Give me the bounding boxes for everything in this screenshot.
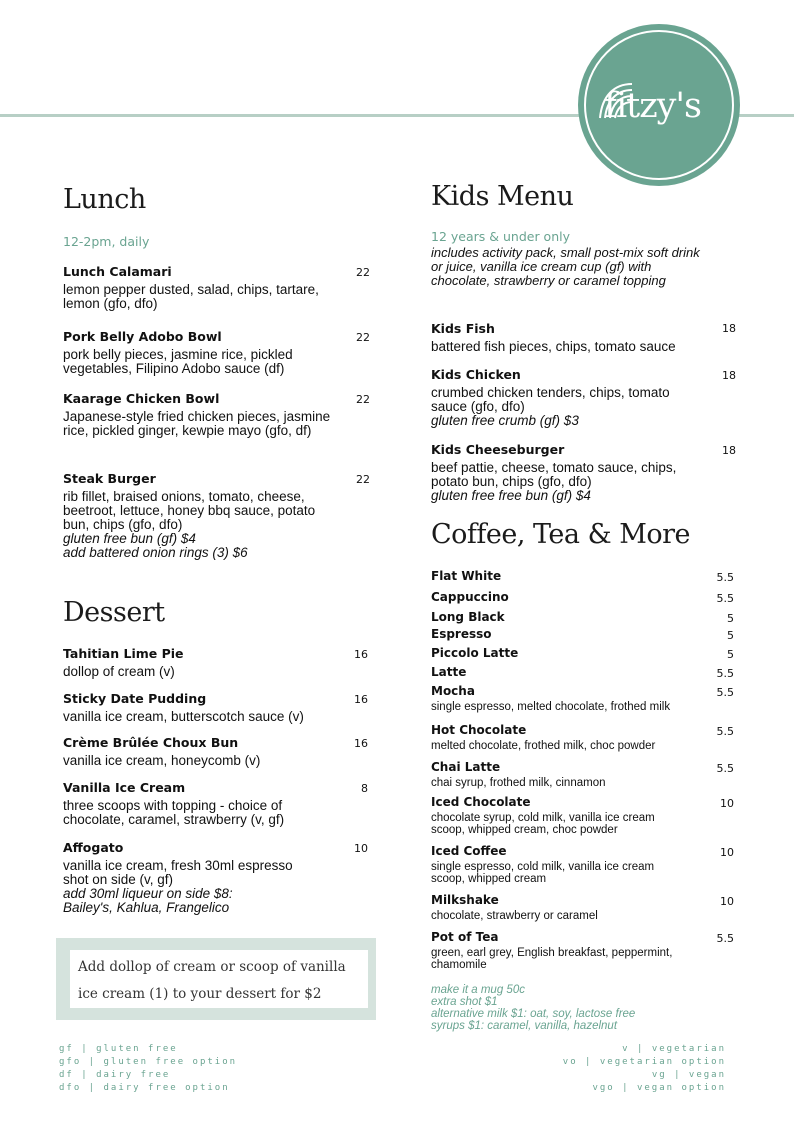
item-description: rib fillet, braised onions, tomato, cheese, beetroot, lettuce, honey bbq sauce, potato bun, chips (gfo, dfo) xyxy=(63,489,316,532)
item-name: Kids Cheeseburger xyxy=(431,442,565,457)
drink-item xyxy=(431,684,701,713)
item-name: Hot Chocolate xyxy=(431,723,527,737)
lunch-title: Lunch xyxy=(63,184,146,215)
item-price: 5.5 xyxy=(716,686,734,699)
item-price: 5.5 xyxy=(716,592,734,605)
item-price: 5.5 xyxy=(716,932,734,945)
item-name: Kids Chicken xyxy=(431,367,521,382)
item-description: dollop of cream (v) xyxy=(63,664,175,679)
menu-item xyxy=(431,442,701,503)
item-description: green, earl grey, English breakfast, peppermint, chamomile xyxy=(431,947,673,971)
extra-line: syrups $1: caramel, vanilla, hazelnut xyxy=(431,1020,618,1032)
item-name: Iced Chocolate xyxy=(431,795,531,809)
kids-title: Kids Menu xyxy=(431,181,574,212)
item-description: battered fish pieces, chips, tomato sauce xyxy=(431,339,676,354)
item-price: 16 xyxy=(354,648,368,661)
item-price: 10 xyxy=(720,895,734,908)
item-description: chocolate syrup, cold milk, vanilla ice cream scoop, whipped cream, choc powder xyxy=(431,812,655,836)
item-name: Chai Latte xyxy=(431,760,501,774)
item-description: pork belly pieces, jasmine rice, pickled vegetables, Filipino Adobo sauce (df) xyxy=(63,347,293,376)
menu-item xyxy=(63,780,313,827)
item-description: beef pattie, cheese, tomato sauce, chips, potato bun, chips (gfo, dfo) xyxy=(431,460,677,489)
item-price: 8 xyxy=(361,782,368,795)
dietary-legend-right xyxy=(520,1043,726,1095)
item-name: Tahitian Lime Pie xyxy=(63,646,184,661)
item-price: 22 xyxy=(356,266,370,279)
item-name: Crème Brûlée Choux Bun xyxy=(63,735,239,750)
legend-entry: df | dairy free xyxy=(59,1070,171,1080)
item-name: Vanilla Ice Cream xyxy=(63,780,186,795)
item-description: lemon pepper dusted, salad, chips, tartare, lemon (gfo, dfo) xyxy=(63,282,319,311)
item-name: Pot of Tea xyxy=(431,930,499,944)
menu-item xyxy=(63,391,333,438)
item-description: chocolate, strawberry or caramel xyxy=(431,910,598,922)
item-name: Iced Coffee xyxy=(431,844,507,858)
item-name: Mocha xyxy=(431,684,475,698)
extra-line: extra shot $1 xyxy=(431,996,498,1008)
item-description: single espresso, melted chocolate, frothed milk xyxy=(431,701,671,713)
item-price: 22 xyxy=(356,331,370,344)
coffee-title: Coffee, Tea & More xyxy=(431,519,690,550)
item-variant: gluten free bun (gf) $4 xyxy=(63,531,196,546)
item-name: Lunch Calamari xyxy=(63,264,172,279)
drink-item xyxy=(431,844,681,885)
drink-item xyxy=(431,590,509,604)
item-price: 18 xyxy=(722,322,736,335)
item-description: Japanese-style fried chicken pieces, jasmine rice, pickled ginger, kewpie mayo (gfo, df) xyxy=(63,409,331,438)
item-description: vanilla ice cream, honeycomb (v) xyxy=(63,753,261,768)
brand-name: fitzy's xyxy=(604,86,702,126)
drink-item xyxy=(431,760,701,789)
menu-item xyxy=(63,264,333,311)
legend-entry: v | vegetarian xyxy=(622,1044,726,1054)
item-price: 5 xyxy=(727,648,734,661)
item-price: 22 xyxy=(356,393,370,406)
legend-entry: gfo | gluten free option xyxy=(59,1057,238,1067)
drink-item xyxy=(431,646,518,660)
item-description: three scoops with topping - choice of chocolate, caramel, strawberry (v, gf) xyxy=(63,798,285,827)
item-name: Pork Belly Adobo Bowl xyxy=(63,329,222,344)
menu-item xyxy=(63,329,333,376)
menu-item xyxy=(63,646,333,679)
brand-logo xyxy=(578,24,740,186)
item-name: Espresso xyxy=(431,627,492,641)
drink-item xyxy=(431,723,701,752)
menu-item xyxy=(431,367,691,428)
item-name: Long Black xyxy=(431,610,505,624)
item-name: Flat White xyxy=(431,569,502,583)
extra-line: make it a mug 50c xyxy=(431,984,525,996)
item-name: Sticky Date Pudding xyxy=(63,691,207,706)
menu-item xyxy=(431,321,711,354)
legend-entry: dfo | dairy free option xyxy=(59,1083,230,1093)
item-variant: gluten free free bun (gf) $4 xyxy=(431,488,591,503)
item-description: melted chocolate, frothed milk, choc powder xyxy=(431,740,656,752)
kids-age-note: 12 years & under only xyxy=(431,229,570,244)
drink-item xyxy=(431,627,492,641)
item-name: Kaarage Chicken Bowl xyxy=(63,391,220,406)
menu-item xyxy=(63,471,335,560)
item-variant: gluten free crumb (gf) $3 xyxy=(431,413,579,428)
dessert-note-box xyxy=(56,938,376,1020)
item-variant: add 30ml liqueur on side $8: xyxy=(63,886,233,901)
dessert-title: Dessert xyxy=(63,597,165,628)
item-price: 5 xyxy=(727,629,734,642)
item-price: 22 xyxy=(356,473,370,486)
item-name: Affogato xyxy=(63,840,124,855)
legend-entry: vg | vegan xyxy=(651,1070,726,1080)
item-price: 10 xyxy=(720,797,734,810)
menu-item xyxy=(63,691,333,724)
item-name: Milkshake xyxy=(431,893,499,907)
extra-line: alternative milk $1: oat, soy, lactose free xyxy=(431,1008,636,1020)
item-description: chai syrup, frothed milk, cinnamon xyxy=(431,777,606,789)
item-description: single espresso, cold milk, vanilla ice cream scoop, whipped cream xyxy=(431,861,655,885)
item-price: 5 xyxy=(727,612,734,625)
item-price: 16 xyxy=(354,737,368,750)
lunch-hours: 12-2pm, daily xyxy=(63,234,150,249)
item-name: Latte xyxy=(431,665,467,679)
item-price: 5.5 xyxy=(716,762,734,775)
item-price: 18 xyxy=(722,369,736,382)
drink-item xyxy=(431,795,681,836)
item-name: Cappuccino xyxy=(431,590,509,604)
item-price: 18 xyxy=(722,444,736,457)
item-name: Steak Burger xyxy=(63,471,156,486)
item-price: 5.5 xyxy=(716,725,734,738)
item-variant: add battered onion rings (3) $6 xyxy=(63,545,248,560)
item-price: 5.5 xyxy=(716,667,734,680)
item-description: vanilla ice cream, fresh 30ml espresso shot on side (v, gf) xyxy=(63,858,293,887)
item-name: Kids Fish xyxy=(431,321,495,336)
kids-includes: includes activity pack, small post-mix soft drink or juice, vanilla ice cream cup (gf) with chocolate, strawberry or caramel topping xyxy=(431,245,700,288)
item-description: vanilla ice cream, butterscotch sauce (v) xyxy=(63,709,304,724)
drink-item xyxy=(431,610,505,624)
menu-item xyxy=(63,840,313,915)
drink-item xyxy=(431,930,691,971)
item-price: 10 xyxy=(354,842,368,855)
drink-item xyxy=(431,569,501,583)
drink-item xyxy=(431,893,701,922)
item-price: 5.5 xyxy=(716,571,734,584)
item-variant: Bailey's, Kahlua, Frangelico xyxy=(63,900,230,915)
dietary-legend-left xyxy=(59,1043,237,1095)
item-name: Piccolo Latte xyxy=(431,646,519,660)
item-description: crumbed chicken tenders, chips, tomato sauce (gfo, dfo) xyxy=(431,385,670,414)
item-price: 16 xyxy=(354,693,368,706)
coffee-extras xyxy=(431,984,635,1032)
legend-entry: vgo | vegan option xyxy=(592,1083,726,1093)
legend-entry: vo | vegetarian option xyxy=(562,1057,726,1067)
dessert-note-text: Add dollop of cream or scoop of vanilla ice cream (1) to your dessert for $2 xyxy=(70,950,368,1008)
item-price: 10 xyxy=(720,846,734,859)
legend-entry: gf | gluten free xyxy=(59,1044,178,1054)
drink-item xyxy=(431,665,466,679)
menu-item xyxy=(63,735,333,768)
